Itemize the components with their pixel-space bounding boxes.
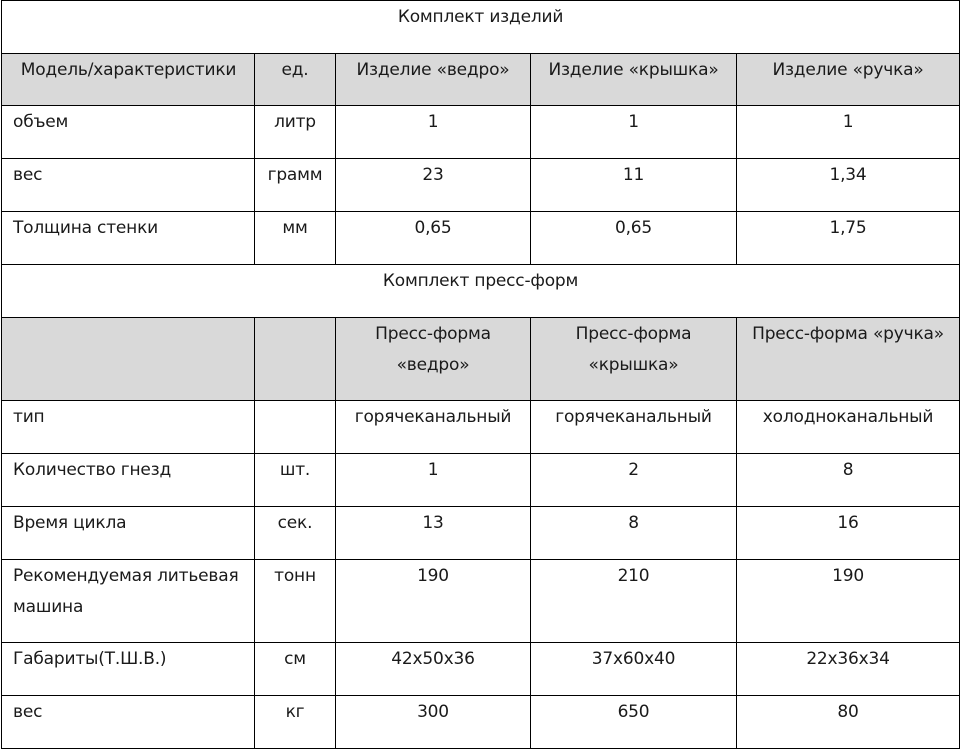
row-value [336, 401, 531, 454]
row-value-text: 210 [617, 566, 650, 586]
molds-title-text: Комплект пресс-форм [382, 271, 579, 291]
row-label-text: Количество гнезд [13, 460, 172, 480]
row-unit [255, 212, 336, 265]
row-value [737, 212, 960, 265]
row-label-text: Габариты(Т.Ш.В.) [13, 649, 167, 669]
products-title-text: Комплект изделий [397, 7, 564, 27]
molds-title-row [2, 265, 960, 318]
table-row [2, 643, 960, 696]
header-mold-bucket [336, 318, 531, 401]
row-value-text: горячеканальный [555, 407, 712, 427]
row-value [737, 106, 960, 159]
row-value-text: 8 [628, 513, 639, 533]
row-value-text: 300 [417, 702, 449, 722]
header-handle [737, 54, 960, 106]
row-label [2, 696, 255, 749]
row-value [737, 560, 960, 643]
row-value-text: 1 [427, 112, 439, 132]
header-model [2, 54, 255, 106]
header-mold-handle [737, 318, 960, 401]
row-value-text: горячеканальный [354, 407, 512, 427]
row-unit-text: грамм [267, 165, 323, 185]
table-row [2, 212, 960, 265]
header-lid-text: Изделие «крышка» [548, 60, 719, 80]
row-value-text: 80 [837, 702, 859, 722]
header-empty-label [2, 318, 255, 401]
row-value [336, 507, 531, 560]
row-value-text: 37x60x40 [591, 649, 676, 669]
header-model-text: Модель/характеристики [20, 60, 237, 80]
row-label [2, 212, 255, 265]
header-mold-bucket-text: Пресс-форма «ведро» [375, 324, 491, 375]
row-value [737, 643, 960, 696]
row-label-text: Рекомендуемая литьевая машина [13, 566, 239, 617]
row-value-text: 1,34 [829, 165, 867, 185]
row-value [531, 696, 737, 749]
row-value-text: 1 [427, 460, 439, 480]
molds-header-row [2, 318, 960, 401]
table-row [2, 401, 960, 454]
products-title [2, 1, 960, 54]
row-value-text: холодноканальный [762, 407, 934, 427]
header-handle-text: Изделие «ручка» [772, 60, 924, 80]
header-mold-handle-text: Пресс-форма «ручка» [752, 324, 944, 344]
row-unit [255, 560, 336, 643]
row-value-text: 8 [842, 460, 854, 480]
row-value [336, 560, 531, 643]
row-label-text: объем [13, 112, 69, 132]
row-unit-text: кг [285, 702, 305, 722]
header-empty-unit [255, 318, 336, 401]
row-value [336, 696, 531, 749]
products-header-row [2, 54, 960, 106]
row-label [2, 106, 255, 159]
row-label [2, 159, 255, 212]
row-unit-text: литр [274, 112, 316, 132]
header-unit-text: ед. [281, 60, 309, 80]
table-row [2, 560, 960, 643]
molds-title [2, 265, 960, 318]
products-title-row [2, 1, 960, 54]
row-value [737, 696, 960, 749]
row-value [336, 159, 531, 212]
row-value [336, 212, 531, 265]
row-label [2, 401, 255, 454]
header-unit [255, 54, 336, 106]
table-row [2, 106, 960, 159]
row-unit [255, 643, 336, 696]
row-value [737, 401, 960, 454]
row-value [531, 454, 737, 507]
row-value-text: 16 [837, 513, 859, 533]
row-value [531, 507, 737, 560]
header-bucket [336, 54, 531, 106]
row-value-text: 190 [417, 566, 449, 586]
row-value-text: 1 [842, 112, 854, 132]
header-bucket-text: Изделие «ведро» [356, 60, 510, 80]
header-lid [531, 54, 737, 106]
row-value-text: 650 [617, 702, 650, 722]
row-value-text: 11 [622, 165, 645, 185]
table-row [2, 696, 960, 749]
row-unit-text: шт. [279, 460, 311, 480]
row-value-text: 0,65 [414, 218, 452, 238]
row-value [531, 401, 737, 454]
row-value-text: 1,75 [829, 218, 867, 238]
row-label-text: Толщина стенки [13, 218, 158, 238]
row-value [336, 454, 531, 507]
row-unit-text: сек. [277, 513, 313, 533]
row-value [737, 454, 960, 507]
row-value-text: 0,65 [614, 218, 653, 238]
row-unit [255, 454, 336, 507]
row-unit [255, 401, 336, 454]
row-label-text: тип [13, 407, 45, 427]
row-value [737, 159, 960, 212]
row-value-text: 2 [628, 460, 639, 480]
row-value [336, 106, 531, 159]
row-value [737, 507, 960, 560]
table-row [2, 159, 960, 212]
row-unit-text: мм [282, 218, 308, 238]
row-label [2, 643, 255, 696]
row-unit-text: тонн [274, 566, 316, 586]
row-label [2, 507, 255, 560]
row-label-text: Время цикла [13, 513, 127, 533]
row-value-text: 23 [422, 165, 444, 185]
row-label-text: вес [13, 165, 43, 185]
row-value [531, 560, 737, 643]
row-value-text: 190 [832, 566, 864, 586]
row-unit [255, 507, 336, 560]
row-value-text: 13 [422, 513, 444, 533]
row-unit [255, 159, 336, 212]
row-value [336, 643, 531, 696]
row-unit [255, 696, 336, 749]
row-value-text: 42x50x36 [391, 649, 475, 669]
row-unit-text: см [284, 649, 306, 669]
row-unit [255, 106, 336, 159]
header-mold-lid-text: Пресс-форма «крышка» [575, 324, 692, 375]
table-row [2, 454, 960, 507]
row-label [2, 560, 255, 643]
row-value [531, 159, 737, 212]
row-value [531, 643, 737, 696]
row-value [531, 212, 737, 265]
spec-table [1, 0, 960, 749]
row-label [2, 454, 255, 507]
header-mold-lid [531, 318, 737, 401]
row-value [531, 106, 737, 159]
row-value-text: 1 [628, 112, 639, 132]
row-value-text: 22x36x34 [806, 649, 890, 669]
table-row [2, 507, 960, 560]
row-label-text: вес [13, 702, 43, 722]
